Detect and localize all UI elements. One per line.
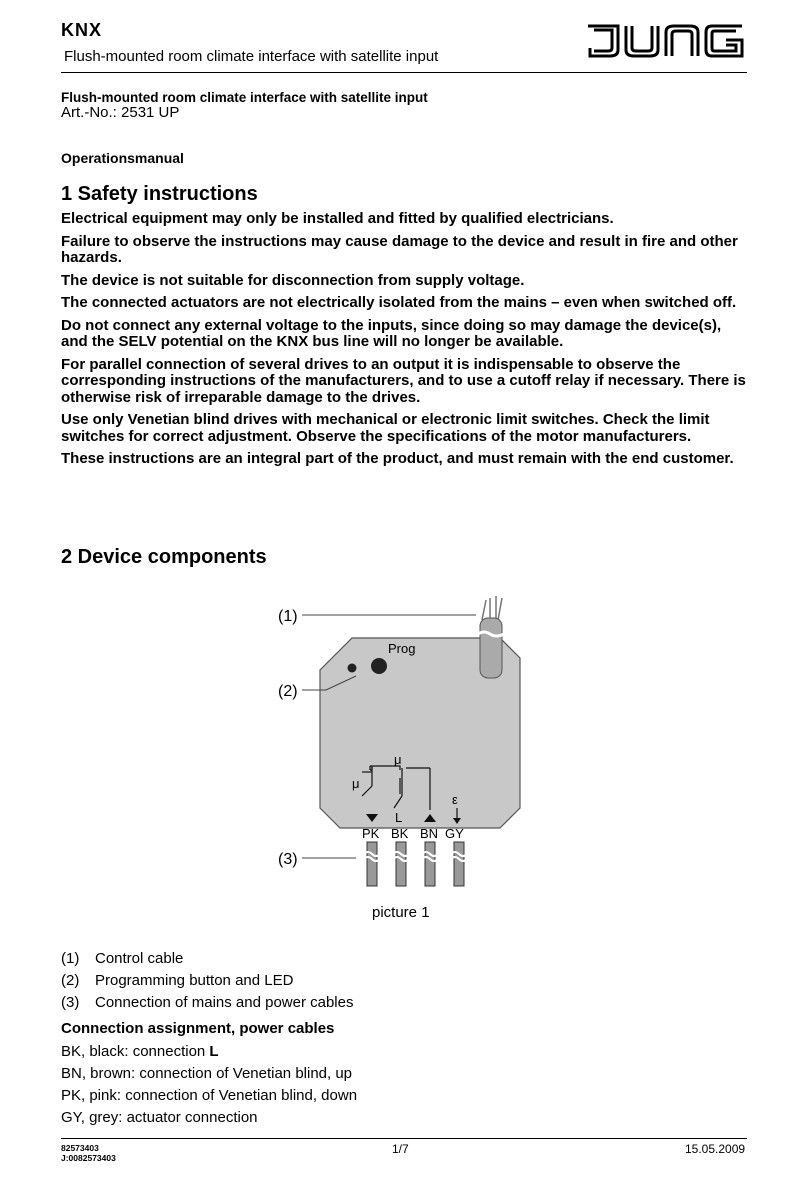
safety-paragraph: Do not connect any external voltage to the inputs, since doing so may damage the device(s), and the SELV potential on the KNX bus line will no longer be available.	[61, 316, 722, 350]
connection-text: PK, pink: connection of Venetian blind, down	[61, 1087, 358, 1104]
safety-paragraph: For parallel connection of several drives to an output it is indispensable to observe the corresponding instructions of the manufacturers, and to use a cutoff relay if necessary. There is otherwise risk of irreparable damage to the drives.	[61, 355, 746, 406]
connection-item	[61, 1063, 357, 1085]
connection-text: GY, grey: actuator connection	[61, 1109, 258, 1126]
component-legend	[61, 948, 354, 1014]
callout-2: (2)	[278, 683, 298, 700]
legend-text: Connection of mains and power cables	[95, 994, 354, 1011]
legend-text: Programming button and LED	[95, 972, 294, 989]
connection-text: BK, black: connection	[61, 1043, 210, 1060]
product-title: Flush-mounted room climate interface with satellite input	[61, 90, 428, 105]
safety-paragraph: Use only Venetian blind drives with mechanical or electronic limit switches. Check the limit switches for correct adjustment. Observe the specifications of the motor manufacturers.	[61, 411, 710, 445]
section-heading-components: 2 Device components	[61, 546, 267, 568]
terminal-bk: BK	[391, 826, 409, 841]
prog-label: Prog	[388, 641, 416, 656]
safety-paragraph: Electrical equipment may only be installed and fitted by qualified electricians.	[61, 210, 614, 227]
safety-instructions	[61, 211, 751, 474]
legend-number: (1)	[61, 950, 80, 967]
document-number: 82573403	[61, 1143, 99, 1153]
article-number: Art.-No.: 2531 UP	[61, 104, 180, 121]
safety-paragraph: The connected actuators are not electrically isolated from the mains – even when switched off.	[61, 294, 737, 311]
connection-item	[61, 1041, 357, 1063]
header-divider	[61, 72, 747, 73]
legend-number: (3)	[61, 994, 80, 1011]
mu-symbol-top: μ	[394, 752, 402, 767]
device-diagram	[260, 590, 540, 900]
footer-divider	[61, 1138, 747, 1139]
control-cable	[478, 596, 504, 678]
callout-1: (1)	[278, 608, 298, 625]
header-subtitle: Flush-mounted room climate interface with satellite input	[64, 48, 439, 65]
legend-item	[61, 948, 354, 970]
programming-button[interactable]	[371, 658, 387, 674]
l-label: L	[395, 810, 403, 825]
terminal-gy: GY	[445, 826, 464, 841]
knx-logo: KNX	[61, 20, 103, 40]
jung-logo	[584, 20, 748, 60]
document-numbers	[61, 1143, 116, 1163]
section-heading-safety: 1 Safety instructions	[61, 183, 258, 205]
safety-paragraph: The device is not suitable for disconnection from supply voltage.	[61, 271, 525, 289]
safety-paragraph: These instructions are an integral part of the product, and must remain with the end customer.	[61, 450, 734, 467]
connection-item	[61, 1085, 357, 1107]
callout-3: (3)	[278, 851, 298, 868]
connection-assignment-list	[61, 1041, 357, 1129]
job-number: J:0082573403	[61, 1153, 116, 1163]
connection-text: BN, brown: connection of Venetian blind, up	[61, 1065, 353, 1082]
figure-caption: picture 1	[372, 904, 430, 921]
terminal-pk: PK	[362, 826, 380, 841]
connection-item	[61, 1107, 357, 1129]
document-date: 15.05.2009	[685, 1142, 746, 1156]
legend-number: (2)	[61, 972, 80, 989]
jung-logo-text: JUNG	[584, 20, 587, 21]
manual-type: Operationsmanual	[61, 150, 184, 166]
safety-paragraph: Failure to observe the instructions may cause damage to the device and result in fire and other hazards.	[61, 232, 738, 266]
mu-symbol-left: μ	[352, 776, 360, 791]
power-wires	[364, 842, 467, 886]
programming-led	[348, 664, 357, 673]
connection-terminal: L	[209, 1043, 219, 1060]
page-number: 1/7	[392, 1142, 409, 1156]
connection-assignment-title: Connection assignment, power cables	[61, 1020, 335, 1037]
epsilon-symbol: ε	[452, 792, 458, 807]
legend-item	[61, 992, 354, 1014]
terminal-bn: BN	[420, 826, 439, 841]
legend-text: Control cable	[95, 950, 184, 967]
legend-item	[61, 970, 354, 992]
